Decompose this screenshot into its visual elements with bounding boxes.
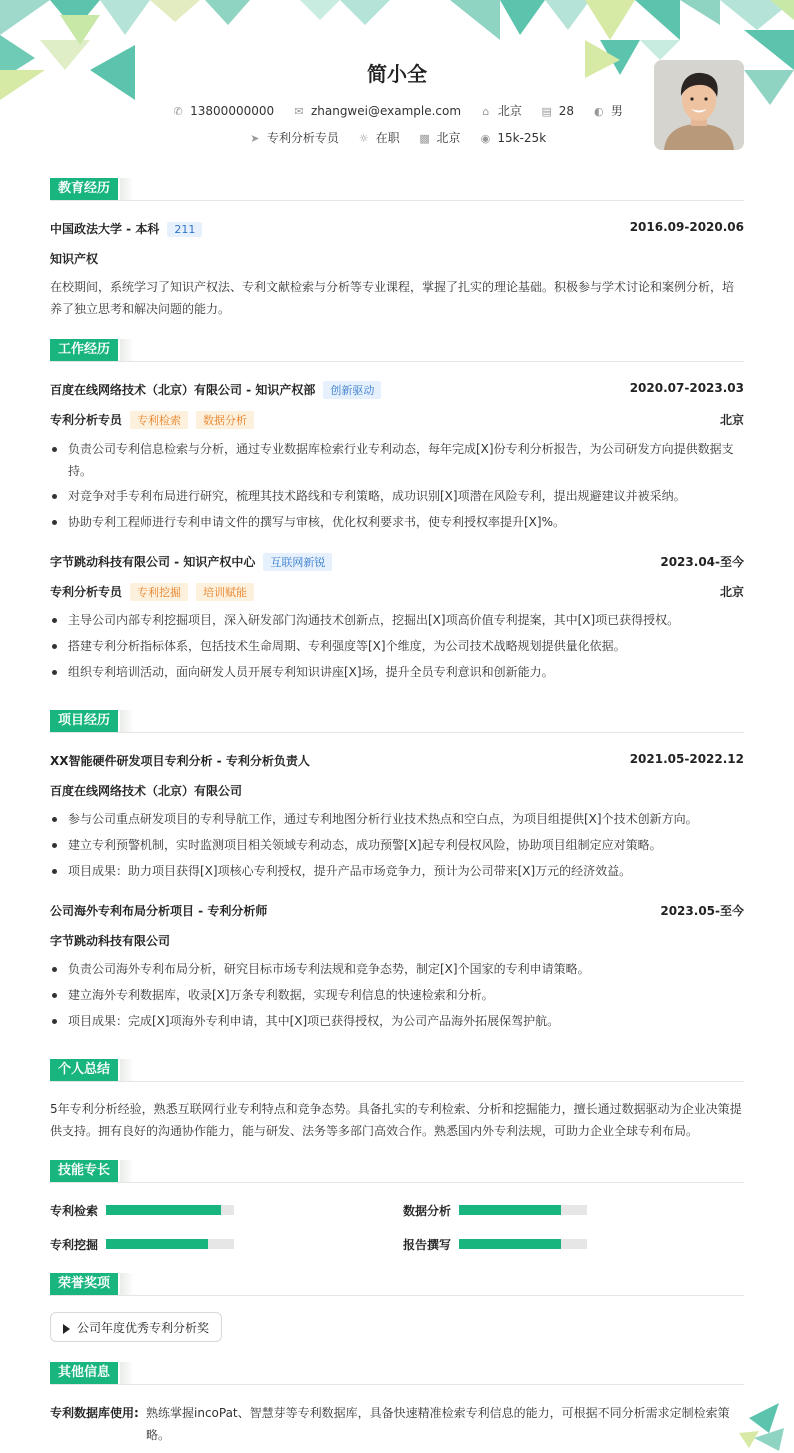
major: 知识产权 <box>50 252 99 266</box>
other-label: 专利数据库使用: <box>50 1406 139 1420</box>
intention-row <box>50 129 744 146</box>
projects-header <box>50 710 744 733</box>
project-date: 2021.05-2022.12 <box>629 752 744 766</box>
education-desc-line: 养了独立思考和解决问题的能力。 <box>50 302 231 316</box>
plane-icon: ➤ <box>250 132 260 145</box>
age-icon: ▤ <box>541 105 552 118</box>
bullet-line: 负责公司专利信息检索与分析，通过专业数据库检索行业专利动态，每年完成[X]份专利分析报告，为公司研发方向提供数据支 <box>68 442 734 456</box>
project-name: 公司海外专利布局分析项目 - 专利分析师 <box>50 904 268 918</box>
job-role: 专利分析专员 <box>50 413 123 427</box>
summary-line: 供支持。拥有良好的沟通协作能力，能与研发、法务等多部门高效合作。熟悉国内外专利法规，可助力企业全球专利布局。 <box>50 1124 699 1138</box>
skill-name: 报告撰写 <box>403 1238 452 1252</box>
skill-bar <box>459 1205 587 1215</box>
job-role-row <box>50 583 744 601</box>
list-item: 参与公司重点研发项目的专利导航工作，通过专利地图分析行业技术热点和空白点，为项目组提供[X]个技术创新方向。 <box>50 808 744 830</box>
section-title: 项目经历 <box>50 710 118 732</box>
education-desc-line: 在校期间，系统学习了知识产权法、专利文献检索与分析等专业课程，掌握了扎实的理论基础。积极参与学术讨论和案例分析，培 <box>50 280 735 294</box>
job-date: 2020.07-2023.03 <box>629 381 744 395</box>
job-header <box>50 553 744 571</box>
school-tag: 211 <box>167 222 202 237</box>
project-header <box>50 902 744 919</box>
education-header <box>50 178 744 201</box>
skill-name: 专利挖掘 <box>50 1238 99 1252</box>
section-title: 荣誉奖项 <box>50 1273 118 1295</box>
job-location: 北京 <box>719 413 744 427</box>
job-role: 专利分析专员 <box>50 585 123 599</box>
gender: 男 <box>610 104 623 118</box>
contact-row <box>50 102 744 119</box>
skill-name: 专利检索 <box>50 1204 99 1218</box>
project-org: 字节跳动科技有限公司 <box>50 934 171 948</box>
project-header <box>50 752 744 769</box>
gender-icon: ◐ <box>594 105 604 118</box>
section-title: 其他信息 <box>50 1362 118 1384</box>
education-desc <box>50 276 744 320</box>
skill-bar-fill <box>459 1205 561 1215</box>
other-text <box>146 1402 744 1446</box>
list-item: 组织专利培训活动，面向研发人员开展专利知识讲座[X]场，提升全员专利意识和创新能力。 <box>50 661 744 683</box>
phone-icon: ✆ <box>173 105 183 118</box>
education-section <box>50 178 744 201</box>
list-item: 搭建专利分析指标体系，包括技术生命周期、专利强度等[X]个维度，为公司技术战略规划提供量化依据。 <box>50 635 744 657</box>
list-item: 建立海外专利数据库，收录[X]万条专利数据，实现专利信息的快速检索和分析。 <box>50 984 744 1006</box>
status-icon: ☼ <box>358 132 369 145</box>
summary-section <box>50 1059 744 1082</box>
skill-tag: 数据分析 <box>196 411 254 429</box>
company-name: 字节跳动科技有限公司 - 知识产权中心 <box>50 555 256 569</box>
skills-section <box>50 1160 744 1183</box>
summary-text <box>50 1098 744 1142</box>
projects-section <box>50 710 744 733</box>
education-school-row <box>50 220 744 237</box>
list-item: 建立专利预警机制，实时监测项目相关领域专利动态，成功预警[X]起专利侵权风险，协助项目组制定应对策略。 <box>50 834 744 856</box>
work-header <box>50 339 744 362</box>
company-name: 百度在线网络技术（北京）有限公司 - 知识产权部 <box>50 383 316 397</box>
list-item: 对竞争对手专利布局进行研究，梳理其技术路线和专利策略，成功识别[X]项潜在风险专利，提出规避建议并被采纳。 <box>50 485 744 507</box>
job-status: 在职 <box>375 131 400 145</box>
skill-tag: 培训赋能 <box>196 583 254 601</box>
email: zhangwei@example.com <box>310 104 462 118</box>
expand-triangle-icon <box>63 1324 70 1334</box>
section-title: 教育经历 <box>50 178 118 200</box>
list-item: 项目成果：助力项目获得[X]项核心专利授权，提升产品市场竞争力，预计为公司带来[X]万元的经济效益。 <box>50 860 744 882</box>
section-title: 技能专长 <box>50 1160 118 1182</box>
section-title: 工作经历 <box>50 339 118 361</box>
skill-bar-fill <box>459 1239 561 1249</box>
city: 北京 <box>497 104 522 118</box>
school-name: 中国政法大学 - 本科 <box>50 222 160 236</box>
skill-bar-fill <box>106 1239 208 1249</box>
other-section <box>50 1362 744 1385</box>
skills-header <box>50 1160 744 1183</box>
job-date: 2023.04-至今 <box>660 555 744 569</box>
salary: 15k-25k <box>497 131 547 145</box>
job-role-row <box>50 411 744 429</box>
section-title: 个人总结 <box>50 1059 118 1081</box>
other-line: 熟练掌握incoPat、智慧芽等专利数据库，具备快速精准检索专利信息的能力，可根据不同分析需求定制检索策 <box>146 1406 730 1420</box>
other-header <box>50 1362 744 1385</box>
other-line: 略。 <box>146 1428 171 1442</box>
list-item: 项目成果：完成[X]项海外专利申请，其中[X]项已获得授权，为公司产品海外拓展保驾护航。 <box>50 1010 744 1032</box>
work-section <box>50 339 744 362</box>
award-label: 公司年度优秀专利分析奖 <box>77 1321 210 1335</box>
skill-tag: 专利检索 <box>130 411 188 429</box>
bullet-line: 持。 <box>68 464 93 478</box>
job-location: 北京 <box>719 585 744 599</box>
skill-bar <box>459 1239 587 1249</box>
awards-header <box>50 1273 744 1296</box>
skill-tag: 专利挖掘 <box>130 583 188 601</box>
award-item[interactable] <box>50 1312 222 1342</box>
awards-section <box>50 1273 744 1296</box>
candidate-name: 简小全 <box>367 62 427 86</box>
job-title: 专利分析专员 <box>266 131 339 145</box>
company-tag: 创新驱动 <box>323 381 381 399</box>
project-org: 百度在线网络技术（北京）有限公司 <box>50 784 243 798</box>
company-tag: 互联网新锐 <box>263 553 332 571</box>
salary-icon: ◉ <box>480 132 491 145</box>
mail-icon: ✉ <box>294 105 304 118</box>
target-city: 北京 <box>436 131 461 145</box>
list-item: 协助专利工程师进行专利申请文件的撰写与审核，优化权利要求书，使专利授权率提升[X]%。 <box>50 511 744 533</box>
skill-bar <box>106 1239 234 1249</box>
list-item <box>50 438 744 482</box>
skill-name: 数据分析 <box>403 1204 452 1218</box>
education-date: 2016.09-2020.06 <box>629 220 744 234</box>
building-icon: ▩ <box>419 132 430 145</box>
job-header <box>50 381 744 399</box>
project-name: XX智能硬件研发项目专利分析 - 专利分析负责人 <box>50 754 310 768</box>
summary-line: 5年专利分析经验，熟悉互联网行业专利特点和竞争态势。具备扎实的专利检索、分析和挖掘能力，擅长通过数据驱动为企业决策提 <box>50 1102 742 1116</box>
home-icon: ⌂ <box>482 105 490 118</box>
project-date: 2023.05-至今 <box>660 904 744 918</box>
list-item: 主导公司内部专利挖掘项目，深入研发部门沟通技术创新点，挖掘出[X]项高价值专利提案，其中[X]项已获得授权。 <box>50 609 744 631</box>
summary-header <box>50 1059 744 1082</box>
list-item: 负责公司海外专利布局分析，研究目标市场专利法规和竞争态势，制定[X]个国家的专利申请策略。 <box>50 958 744 980</box>
skill-bar <box>106 1205 234 1215</box>
phone: 13800000000 <box>190 104 275 118</box>
skill-bar-fill <box>106 1205 221 1215</box>
age: 28 <box>558 104 575 118</box>
avatar <box>654 60 744 150</box>
